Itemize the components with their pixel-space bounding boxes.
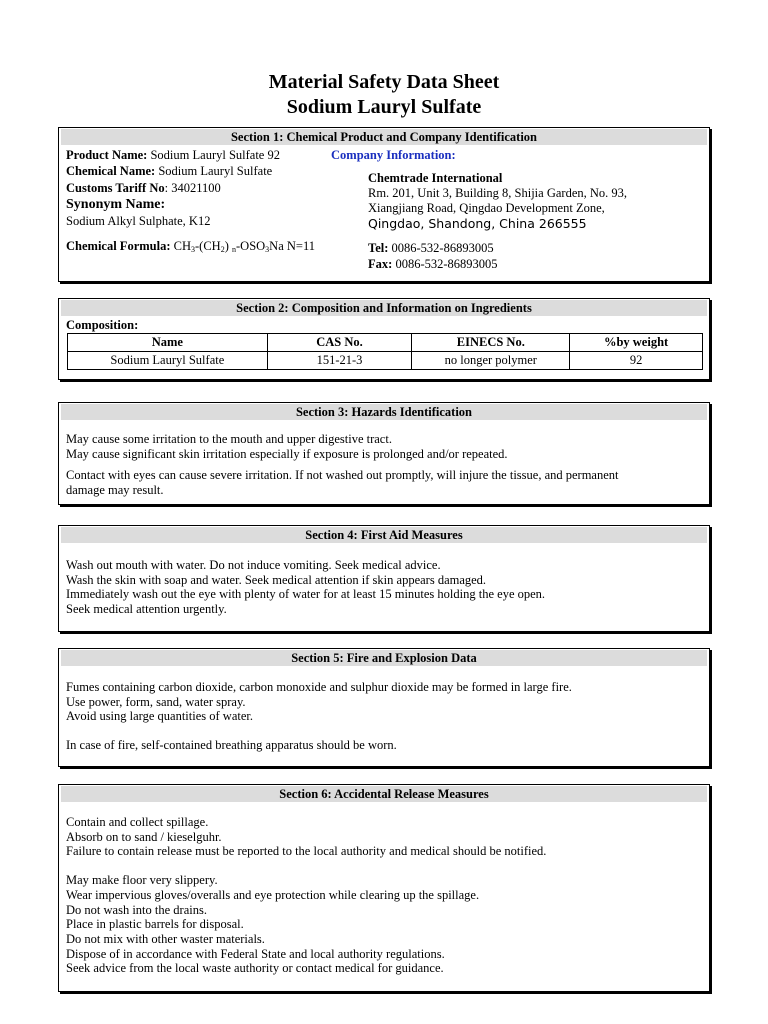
formula-subscript: 2: [220, 245, 225, 254]
text-line: Seek medical attention urgently.: [66, 602, 227, 617]
chemical-name-value: Sodium Lauryl Sulfate: [158, 164, 273, 178]
text-line: Seek advice from the local waste authority or contact medical for guidance.: [66, 961, 444, 976]
text-line: Use power, form, sand, water spray.: [66, 694, 246, 709]
section-6-heading: Section 6: Accidental Release Measures: [61, 786, 707, 802]
customs-tariff-value: : 34021100: [164, 181, 221, 195]
formula-subscript: 3: [265, 245, 270, 254]
text-line: Fumes containing carbon dioxide, carbon monoxide and sulphur dioxide may be formed in large fire.: [66, 680, 572, 694]
text-line: Immediately wash out the eye with plenty of water for at least 15 minutes holding the eye open.: [66, 587, 546, 602]
fax-row: [368, 257, 498, 272]
formula-subscript: n: [232, 245, 236, 254]
product-name-row: [66, 148, 280, 163]
section-4-heading: Section 4: First Aid Measures: [61, 527, 707, 543]
text-line: Failure to contain release must be reported to the local authority and medical should be notified.: [66, 844, 547, 859]
text-line: In case of fire, self-contained breathing apparatus should be worn.: [66, 738, 397, 753]
address-line-3: Qingdao, Shandong, China 266555: [368, 216, 587, 231]
section-2: [58, 298, 710, 380]
company-name: Chemtrade International: [368, 171, 503, 185]
customs-tariff-row: [66, 181, 221, 196]
text-line: May make floor very slippery.: [66, 873, 218, 888]
section-6-body: [66, 815, 703, 976]
company-info-label: [331, 148, 456, 163]
table-header-row: [68, 334, 703, 352]
formula-subscript: 3: [191, 245, 195, 254]
section-4-body: [66, 558, 703, 617]
chemical-formula-label: Chemical Formula:: [66, 239, 171, 253]
fax-label: Fax:: [368, 257, 393, 271]
text-line: Dispose of in accordance with Federal State and local authority regulations.: [66, 946, 445, 961]
text-line: May cause some irritation to the mouth and upper digestive tract.: [66, 432, 392, 446]
text-line: Contain and collect spillage.: [66, 815, 209, 829]
text-line: Do not wash into the drains.: [66, 902, 207, 917]
address-line-1: Rm. 201, Unit 3, Building 8, Shijia Garden, No. 93,: [368, 186, 628, 200]
section-3-heading: Section 3: Hazards Identification: [61, 404, 707, 420]
section-1-heading: Section 1: Chemical Product and Company Identification: [61, 129, 707, 145]
formula-part: ): [224, 239, 229, 253]
text-line: Contact with eyes can cause severe irritation. If not washed out promptly, will injure the tissue, and permanent: [66, 468, 619, 483]
tel-row: [368, 241, 494, 256]
text-line: May cause significant skin irritation especially if exposure is prolonged and/or repeated.: [66, 446, 508, 461]
tel-label: Tel:: [368, 241, 389, 255]
formula-part: -(CH: [195, 239, 221, 253]
chemical-name-label: Chemical Name:: [66, 164, 156, 178]
section-4: [58, 525, 710, 632]
formula-part: -OSO: [236, 239, 266, 253]
table-row: [68, 352, 703, 370]
text-line: Do not mix with other waster materials.: [66, 931, 265, 946]
document-title: Material Safety Data Sheet: [268, 71, 500, 93]
composition-label: Composition:: [66, 318, 139, 332]
fax-value: 0086-532-86893005: [395, 257, 498, 271]
product-name-label: Product Name:: [66, 148, 148, 162]
text-line: damage may result.: [66, 483, 164, 498]
formula-part: CH: [173, 239, 191, 253]
column-header: %by weight: [570, 334, 703, 352]
formula-part: Na N=11: [269, 239, 315, 253]
composition-table: [67, 333, 703, 370]
product-name-value: Sodium Lauryl Sulfate 92: [150, 148, 280, 162]
text-line: Absorb on to sand / kieselguhr.: [66, 829, 222, 844]
column-header: EINECS No.: [412, 334, 570, 352]
customs-tariff-label: Customs Tariff No: [66, 181, 165, 195]
text-line: Place in plastic barrels for disposal.: [66, 917, 244, 932]
section-5: [58, 648, 710, 767]
text-line: Wash the skin with soap and water. Seek medical attention if skin appears damaged.: [66, 572, 487, 587]
address-line-2: Xiangjiang Road, Qingdao Development Zone,: [368, 201, 605, 215]
tel-value: 0086-532-86893005: [391, 241, 494, 255]
section-1: [58, 127, 710, 282]
section-5-body: [66, 680, 703, 753]
section-5-heading: Section 5: Fire and Explosion Data: [61, 650, 707, 666]
table-cell: no longer polymer: [412, 352, 570, 370]
text-line: Avoid using large quantities of water.: [66, 709, 253, 724]
section-2-heading: Section 2: Composition and Information on Ingredients: [61, 300, 707, 316]
table-cell: Sodium Lauryl Sulfate: [68, 352, 268, 370]
section-3-body: [66, 432, 703, 498]
synonym-label: Synonym Name:: [66, 197, 166, 212]
column-header: CAS No.: [267, 334, 412, 352]
text-line: Wear impervious gloves/overalls and eye protection while clearing up the spillage.: [66, 887, 480, 902]
chemical-name-row: [66, 164, 272, 179]
company-info-heading: Company Information:: [331, 148, 456, 162]
table-cell: 151-21-3: [267, 352, 412, 370]
document-subtitle: Sodium Lauryl Sulfate: [286, 96, 482, 118]
section-6: [58, 784, 710, 992]
chemical-formula-row: [66, 239, 315, 257]
chemical-formula-value: [174, 239, 315, 253]
text-line: Wash out mouth with water. Do not induce vomiting. Seek medical advice.: [66, 558, 441, 572]
synonym-value: Sodium Alkyl Sulphate, K12: [66, 214, 211, 228]
column-header: Name: [68, 334, 268, 352]
table-cell: 92: [570, 352, 703, 370]
section-3: [58, 402, 710, 505]
